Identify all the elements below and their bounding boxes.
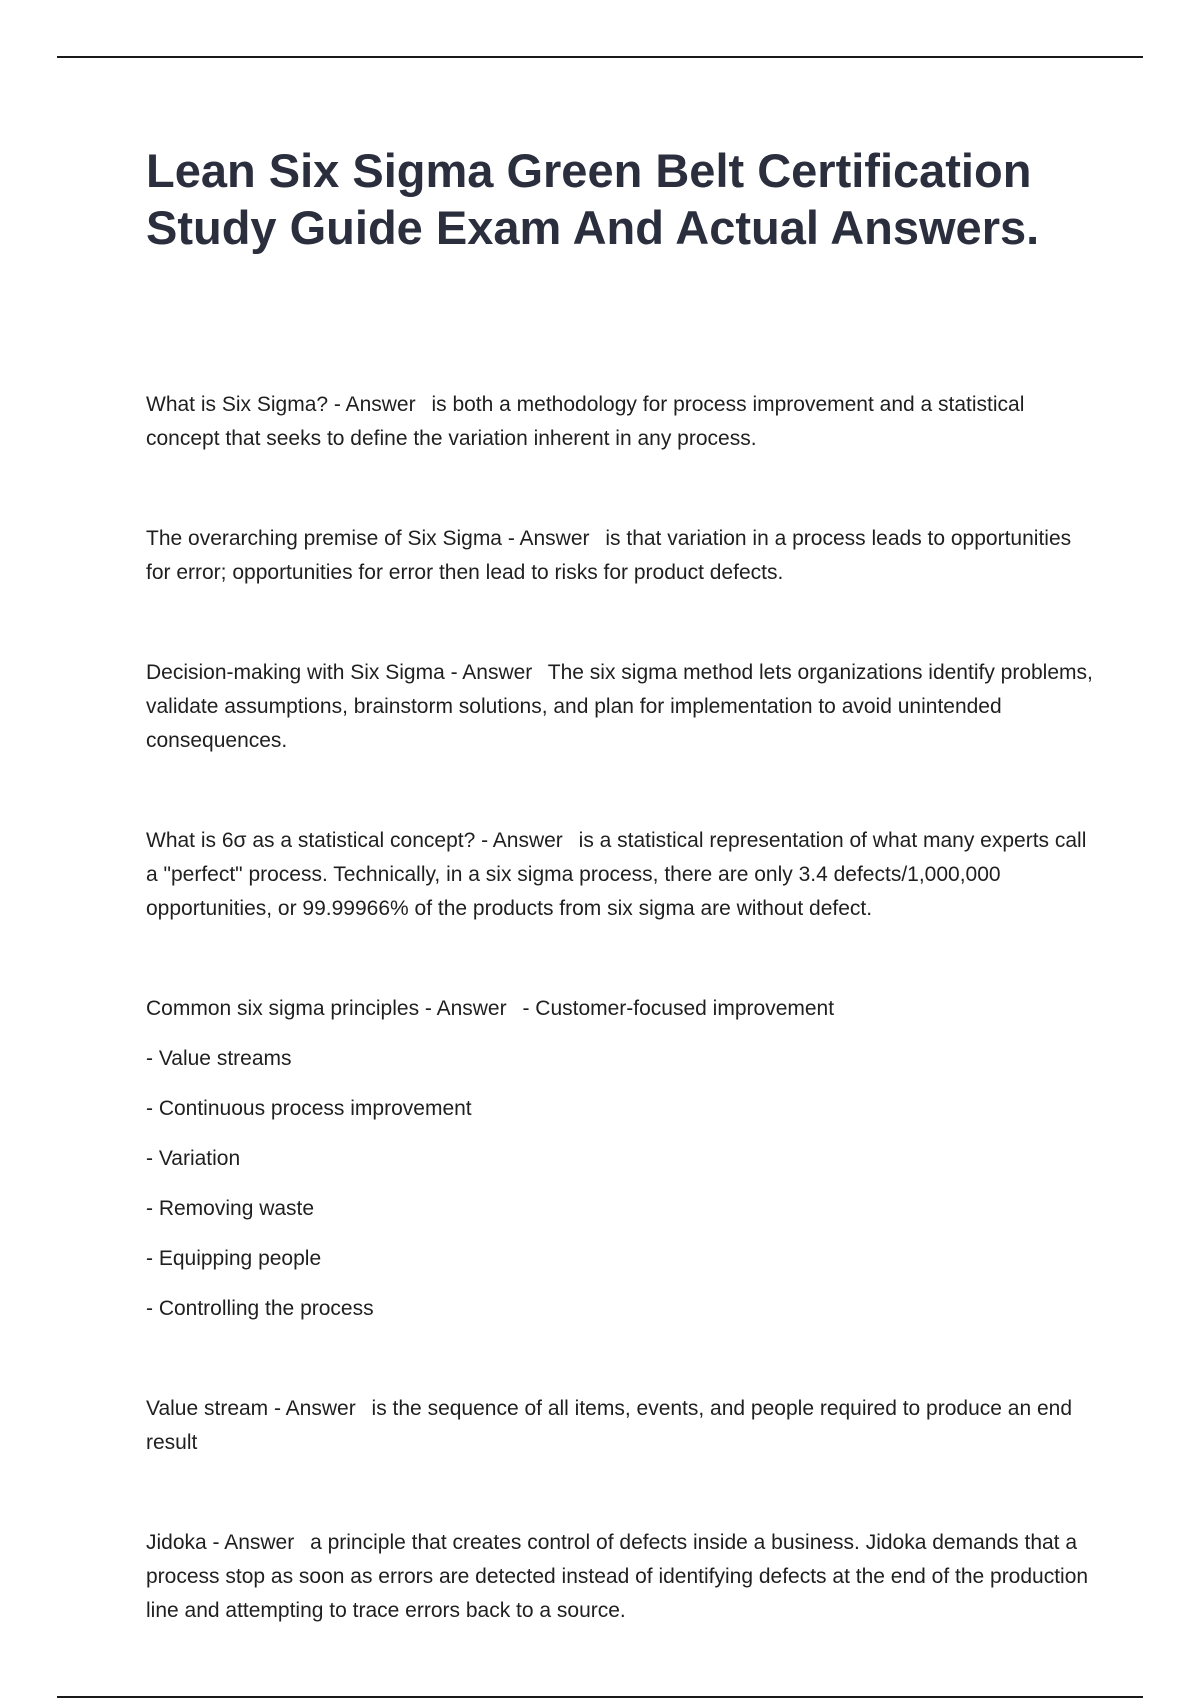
principle-item: - Variation — [146, 1147, 241, 1170]
principle-item: - Removing waste — [146, 1197, 315, 1220]
qa-answer: a principle that creates control of defects inside a business. Jidoka demands that a process stop as soon as errors are detected instead of identifying defects at the end of the production line and attempting to trace errors back to a source. — [146, 1531, 1089, 1622]
qa-list — [146, 388, 1096, 1628]
principle-item: - Equipping people — [146, 1247, 322, 1270]
qa-entry — [146, 522, 1096, 590]
qa-entry — [146, 1526, 1096, 1628]
qa-question: The overarching premise of Six Sigma - Answer — [146, 527, 590, 550]
qa-entry — [146, 656, 1096, 758]
top-divider — [57, 56, 1143, 58]
qa-question: Decision-making with Six Sigma - Answer — [146, 661, 533, 684]
qa-question: Common six sigma principles - Answer — [146, 997, 507, 1020]
qa-answer: The six sigma method lets organizations identify problems, validate assumptions, brainstorm solutions, and plan for implementation to avoid unintended consequences. — [146, 661, 1093, 752]
qa-answer: is a statistical representation of what many experts call a "perfect" process. Technically, in a six sigma process, there are only 3.4 defects/1,000,000 opportunities, or 99.99966% of the products from six sigma are without defect. — [146, 829, 1087, 920]
qa-question: Value stream - Answer — [146, 1397, 356, 1420]
qa-entry — [146, 824, 1096, 926]
qa-question: What is Six Sigma? - Answer — [146, 393, 416, 416]
qa-answer: is both a methodology for process improvement and a statistical concept that seeks to define the variation inherent in any process. — [146, 393, 1025, 450]
document-title: Lean Six Sigma Green Belt Certification Study Guide Exam And Actual Answers. — [146, 144, 1040, 254]
qa-entry — [146, 1392, 1096, 1460]
principle-item: - Customer-focused improvement — [522, 997, 835, 1020]
principle-item: - Continuous process improvement — [146, 1097, 472, 1120]
qa-question: Jidoka - Answer — [146, 1531, 295, 1554]
principle-item: - Value streams — [146, 1047, 292, 1070]
qa-answer: is that variation in a process leads to opportunities for error; opportunities for error then lead to risks for product defects. — [146, 527, 1072, 584]
bottom-divider — [57, 1696, 1143, 1698]
qa-answer: is the sequence of all items, events, and people required to produce an end result — [146, 1397, 1073, 1454]
principles-first-line — [146, 992, 1096, 1026]
qa-entry-principles — [146, 992, 1096, 1326]
qa-entry — [146, 388, 1096, 456]
document-body — [146, 142, 1096, 1694]
principle-item: - Controlling the process — [146, 1297, 374, 1320]
qa-question: What is 6σ as a statistical concept? - Answer — [146, 829, 563, 852]
